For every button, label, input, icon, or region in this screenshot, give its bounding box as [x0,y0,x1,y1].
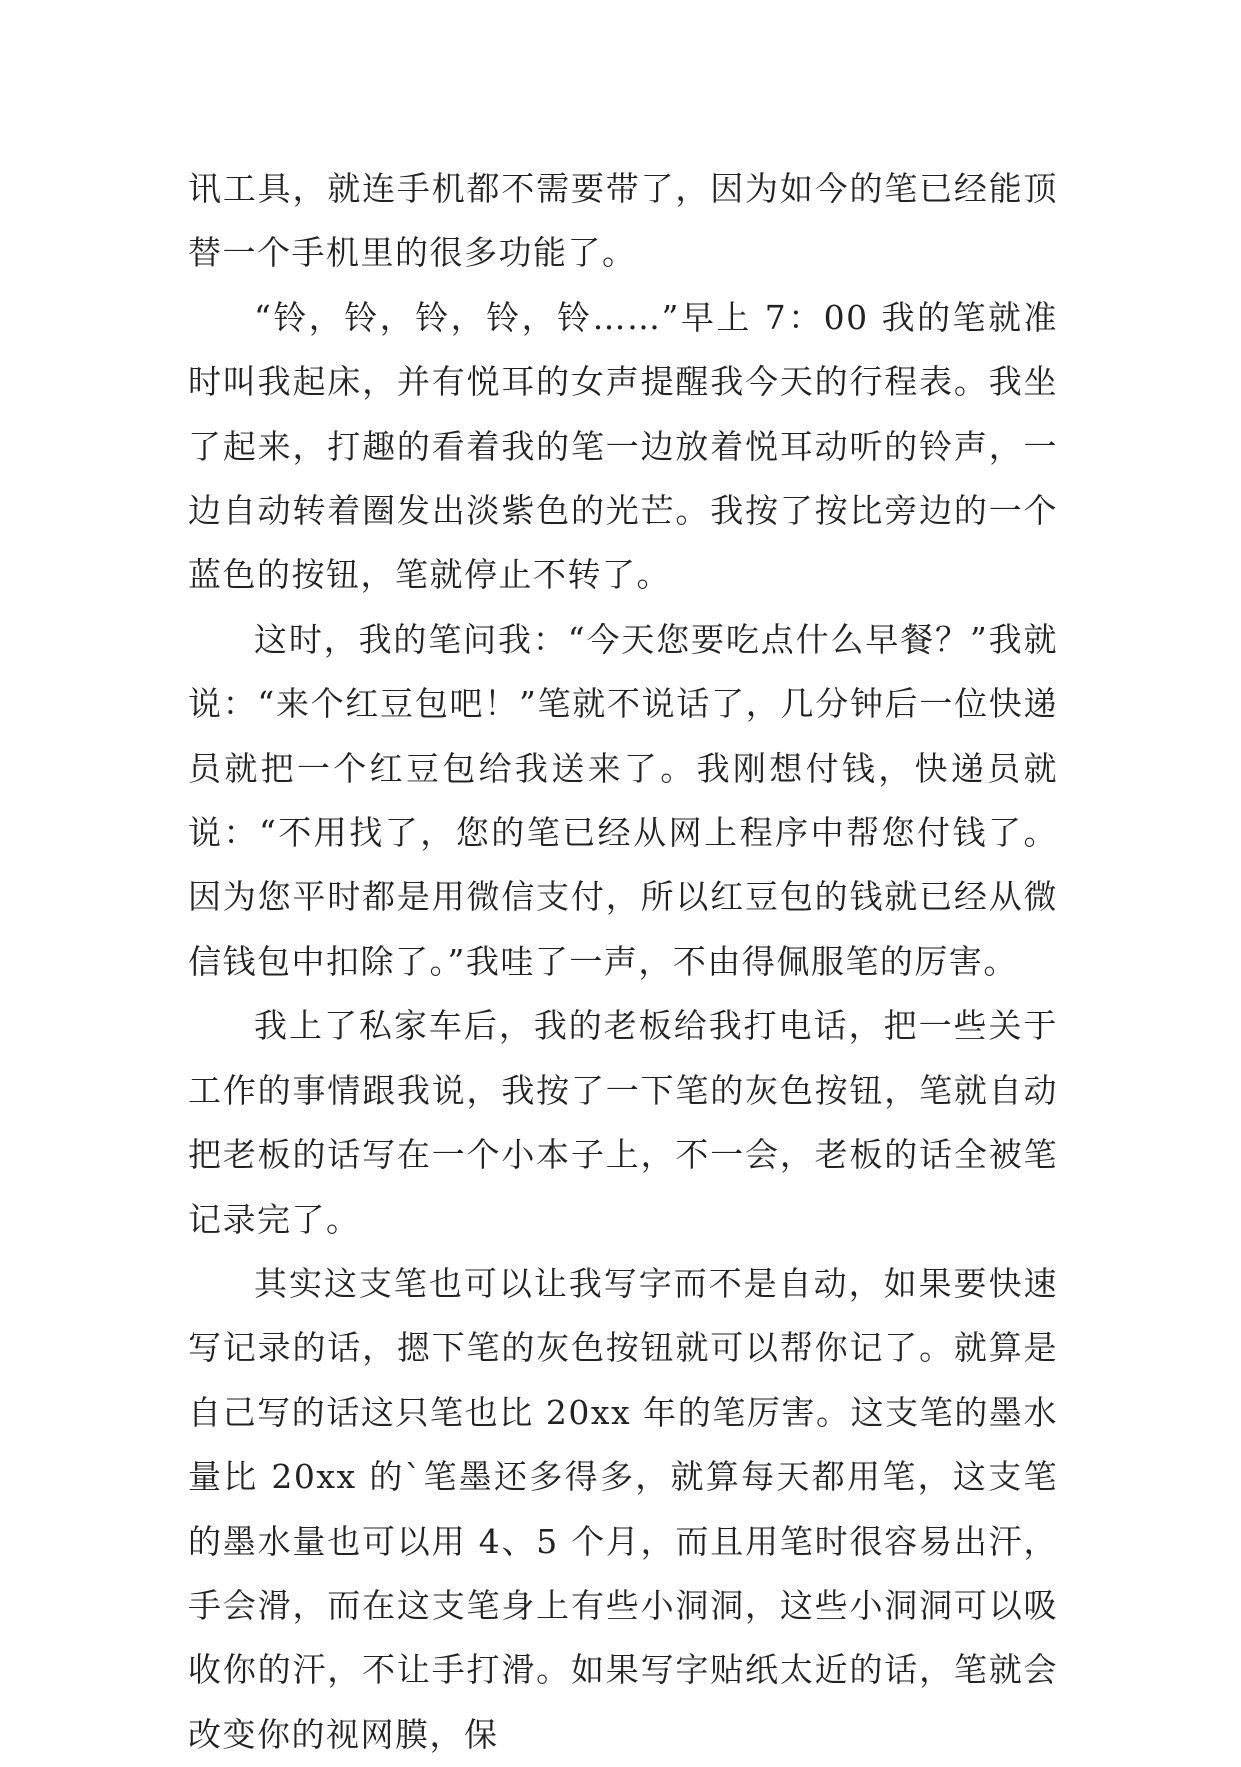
document-body [188,157,1058,1767]
paragraph-1: 讯工具，就连手机都不需要带了，因为如今的笔已经能顶替一个手机里的很多功能了。 [188,169,1058,273]
paragraph-3: 这时，我的笔问我：“今天您要吃点什么早餐？”我就说：“来个红豆包吧！”笔就不说话了，几分钟后一位快递员就把一个红豆包给我送来了。我刚想付钱，快递员就说：“不用找了，您的笔已经从网上程序中帮您付钱了。因为您平时都是用微信支付，所以红豆包的钱就已经从微信钱包中扣除了。”我哇了一声，不由得佩服笔的厉害。 [188,619,1058,981]
paragraph-2: “铃，铃，铃，铃，铃……”早上 7：00 我的笔就准时叫我起床，并有悦耳的女声提醒我今天的行程表。我坐了起来，打趣的看着我的笔一边放着悦耳动听的铃声，一边自动转着圈发出淡紫色的光芒。我按了按比旁边的一个蓝色的按钮，笔就停止不转了。 [188,297,1058,595]
paragraph-4: 我上了私家车后，我的老板给我打电话，把一些关于工作的事情跟我说，我按了一下笔的灰色按钮，笔就自动把老板的话写在一个小本子上，不一会，老板的话全被笔记录完了。 [188,1006,1058,1239]
paragraph-5: 其实这支笔也可以让我写字而不是自动，如果要快速写记录的话，摁下笔的灰色按钮就可以帮你记了。就算是自己写的话这只笔也比 20xx 年的笔厉害。这支笔的墨水量比 20xx 的`笔墨还多得多，就算每天都用笔，这支笔的墨水量也可以用 4、5 个月，而且用笔时很容易出汗，手会滑，而在这支笔身上有些小洞洞，这些小洞洞可以吸收你的汗，不让手打滑。如果写字贴纸太近的话，笔就会改变你的视网膜，保 [188,1263,1058,1754]
